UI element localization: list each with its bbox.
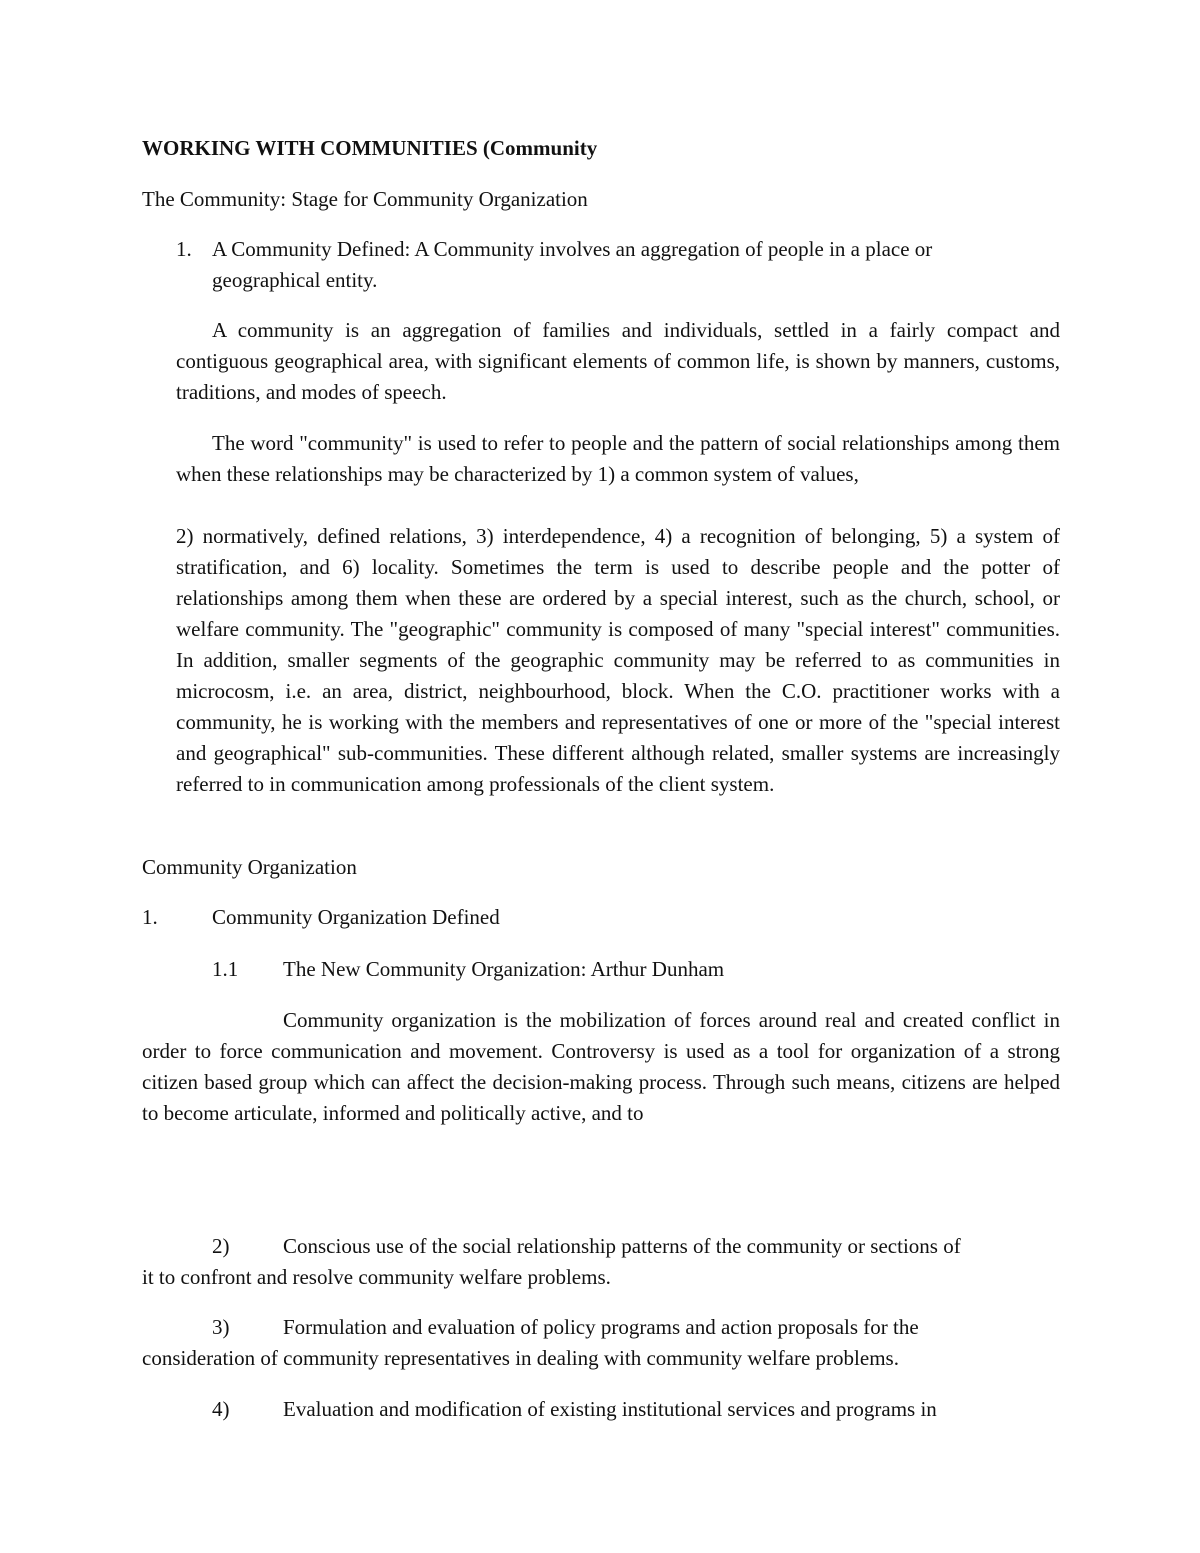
document-title: WORKING WITH COMMUNITIES (Community [142,136,598,160]
document-subtitle: The Community: Stage for Community Organization [142,187,588,211]
list-item-2-text-line2: it to confront and resolve community welfare problems. [142,1265,611,1289]
list-item-3-text-line1: Formulation and evaluation of policy programs and action proposals for the [283,1315,919,1339]
section-heading-community-organization: Community Organization [142,855,357,879]
section-item-number: 1. [142,905,158,929]
list-item-3-text-line2: consideration of community representatives in dealing with community welfare problems. [142,1346,899,1370]
list-item-4-text-line1: Evaluation and modification of existing institutional services and programs in [283,1397,937,1421]
item-1-text-line2: geographical entity. [212,268,378,292]
paragraph-community-relations: 2) normatively, defined relations, 3) interdependence, 4) a recognition of belonging, 5) a system of stratification, and 6) locality. Sometimes the term is used to describe people and the potter of relationships among them when these are ordered by a special interest, such as the church, school, or welfare community. The "geographic" community is composed of many "special interest" communities. In addition, smaller segments of the geographic community may be referred to as communities in microcosm, i.e. an area, district, neighbourhood, block. When the C.O. practitioner works with a community, he is working with the members and representatives of one or more of the "special interest and geographical" sub-communities. These different although related, smaller systems are increasingly referred to in communication among professionals of the client system. [176,524,1060,796]
subsection-number: 1.1 [212,957,239,981]
list-item-2-text-line1: Conscious use of the social relationship patterns of the community or sections of [283,1234,961,1258]
list-item-2-number: 2) [212,1234,230,1258]
list-item-3-number: 3) [212,1315,230,1339]
item-1-number: 1. [176,237,192,261]
section-item-text: Community Organization Defined [212,905,500,929]
paragraph-community-organization: Community organization is the mobilization of forces around real and created conflict in order to force communication and movement. Controversy is used as a tool for organization of a strong citizen based group which can affect the decision-making process. Through such means, citizens are helped to become articulate, informed and politically active, and to [142,1008,1060,1125]
paragraph-word-community: The word "community" is used to refer to people and the pattern of social relationships among them when these relationships may be characterized by 1) a common system of values, [176,431,1060,486]
list-item-4-number: 4) [212,1397,230,1421]
item-1-text-line1: A Community Defined: A Community involves an aggregation of people in a place or [212,237,933,261]
paragraph-community-definition: A community is an aggregation of families and individuals, settled in a fairly compact and contiguous geographical area, with significant elements of common life, is shown by manners, customs, traditions, and modes of speech. [176,318,1060,404]
subsection-text: The New Community Organization: Arthur Dunham [283,957,725,981]
